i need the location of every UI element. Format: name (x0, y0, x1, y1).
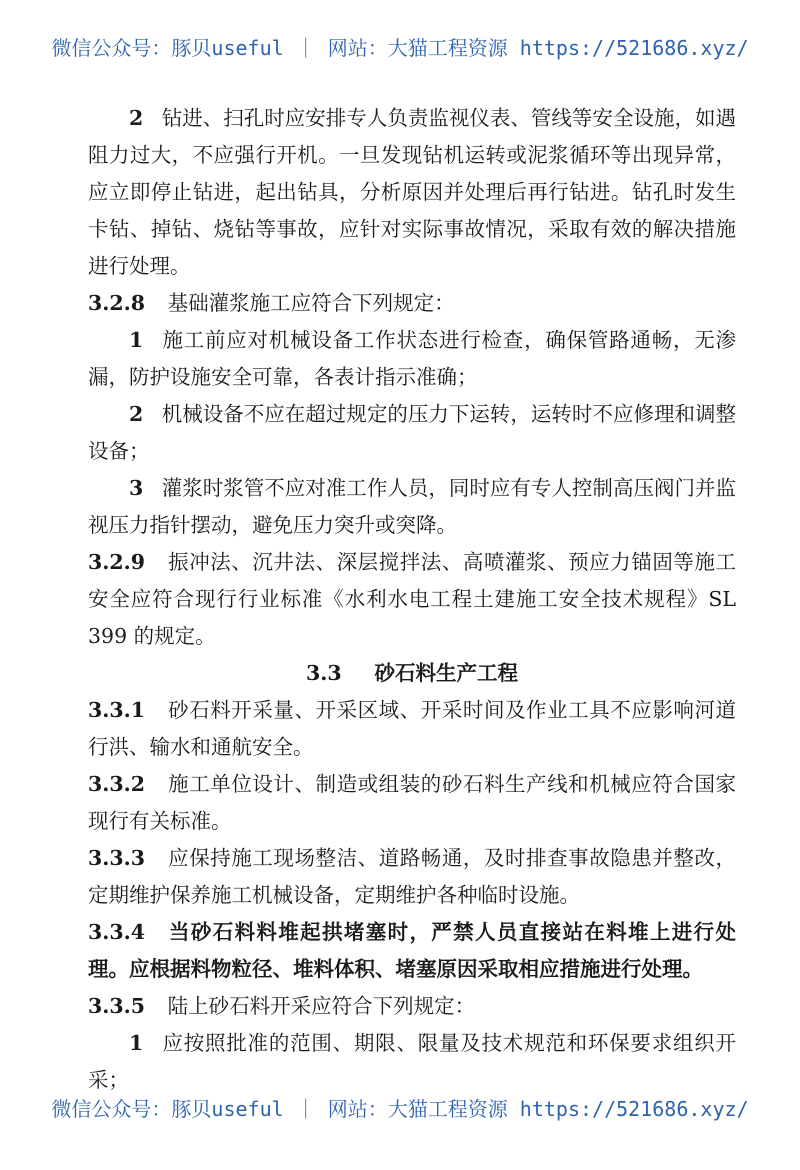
item-number: 2 (129, 106, 144, 130)
clause-text: 砂石料开采量、开采区域、开采时间及作业工具不应影响河道行洪、输水和通航安全。 (88, 698, 736, 759)
item-text: 机械设备不应在超过规定的压力下运转，运转时不应修理和调整设备； (88, 402, 736, 463)
clause (88, 544, 736, 655)
clause (88, 285, 736, 322)
clause-number: 3.3.4 (88, 920, 146, 944)
clause-number: 3.3.1 (88, 698, 146, 722)
clause-number: 3.2.9 (88, 550, 146, 574)
clause-text: 基础灌浆施工应符合下列规定： (167, 291, 455, 315)
section-heading (88, 655, 736, 692)
clause (88, 988, 736, 1025)
clause-number: 3.3.5 (88, 994, 146, 1018)
clause-number: 3.3.2 (88, 772, 146, 796)
watermark-bottom: 微信公众号：豚贝useful ｜ 网站：大猫工程资源 https://521686.xyz/ (51, 1097, 749, 1121)
clause (88, 840, 736, 914)
item-number: 3 (129, 476, 144, 500)
list-item (88, 470, 736, 544)
clause-text: 振冲法、沉井法、深层搅拌法、高喷灌浆、预应力锚固等施工安全应符合现行行业标准《水利水电工程土建施工安全技术规程》SL 399 的规定。 (88, 550, 736, 648)
document-body (88, 100, 736, 1099)
list-item (88, 322, 736, 396)
watermark-top: 微信公众号：豚贝useful ｜ 网站：大猫工程资源 https://521686.xyz/ (51, 36, 749, 60)
section-title: 砂石料生产工程 (374, 661, 518, 685)
item-text: 应按照批准的范围、期限、限量及技术规范和环保要求组织开采； (88, 1031, 736, 1092)
clause-text: 应保持施工现场整洁、道路畅通，及时排查事故隐患并整改，定期维护保养施工机械设备，定期维护各种临时设施。 (88, 846, 736, 907)
item-number: 1 (129, 1031, 144, 1055)
list-item (88, 1025, 736, 1099)
clause (88, 766, 736, 840)
mandatory-clause (88, 914, 736, 988)
section-number: 3.3 (306, 661, 342, 685)
clause-text: 当砂石料料堆起拱堵塞时，严禁人员直接站在料堆上进行处理。应根据料物粒径、堆料体积、堵塞原因采取相应措施进行处理。 (88, 920, 736, 981)
list-item (88, 396, 736, 470)
item-text: 灌浆时浆管不应对准工作人员，同时应有专人控制高压阀门并监视压力指针摆动，避免压力突升或突降。 (88, 476, 736, 537)
item-text: 钻进、扫孔时应安排专人负责监视仪表、管线等安全设施，如遇阻力过大，不应强行开机。一旦发现钻机运转或泥浆循环等出现异常，应立即停止钻进，起出钻具，分析原因并处理后再行钻进。钻孔时发生卡钻、掉钻、烧钻等事故，应针对实际事故情况，采取有效的解决措施进行处理。 (88, 106, 736, 278)
item-number: 1 (129, 328, 144, 352)
clause-number: 3.3.3 (88, 846, 146, 870)
item-text: 施工前应对机械设备工作状态进行检查，确保管路通畅，无渗漏，防护设施安全可靠，各表计指示准确； (88, 328, 736, 389)
clause (88, 692, 736, 766)
clause-text: 陆上砂石料开采应符合下列规定： (167, 994, 476, 1018)
clause-text: 施工单位设计、制造或组装的砂石料生产线和机械应符合国家现行有关标准。 (88, 772, 736, 833)
list-item (88, 100, 736, 285)
clause-number: 3.2.8 (88, 291, 146, 315)
item-number: 2 (129, 402, 144, 426)
